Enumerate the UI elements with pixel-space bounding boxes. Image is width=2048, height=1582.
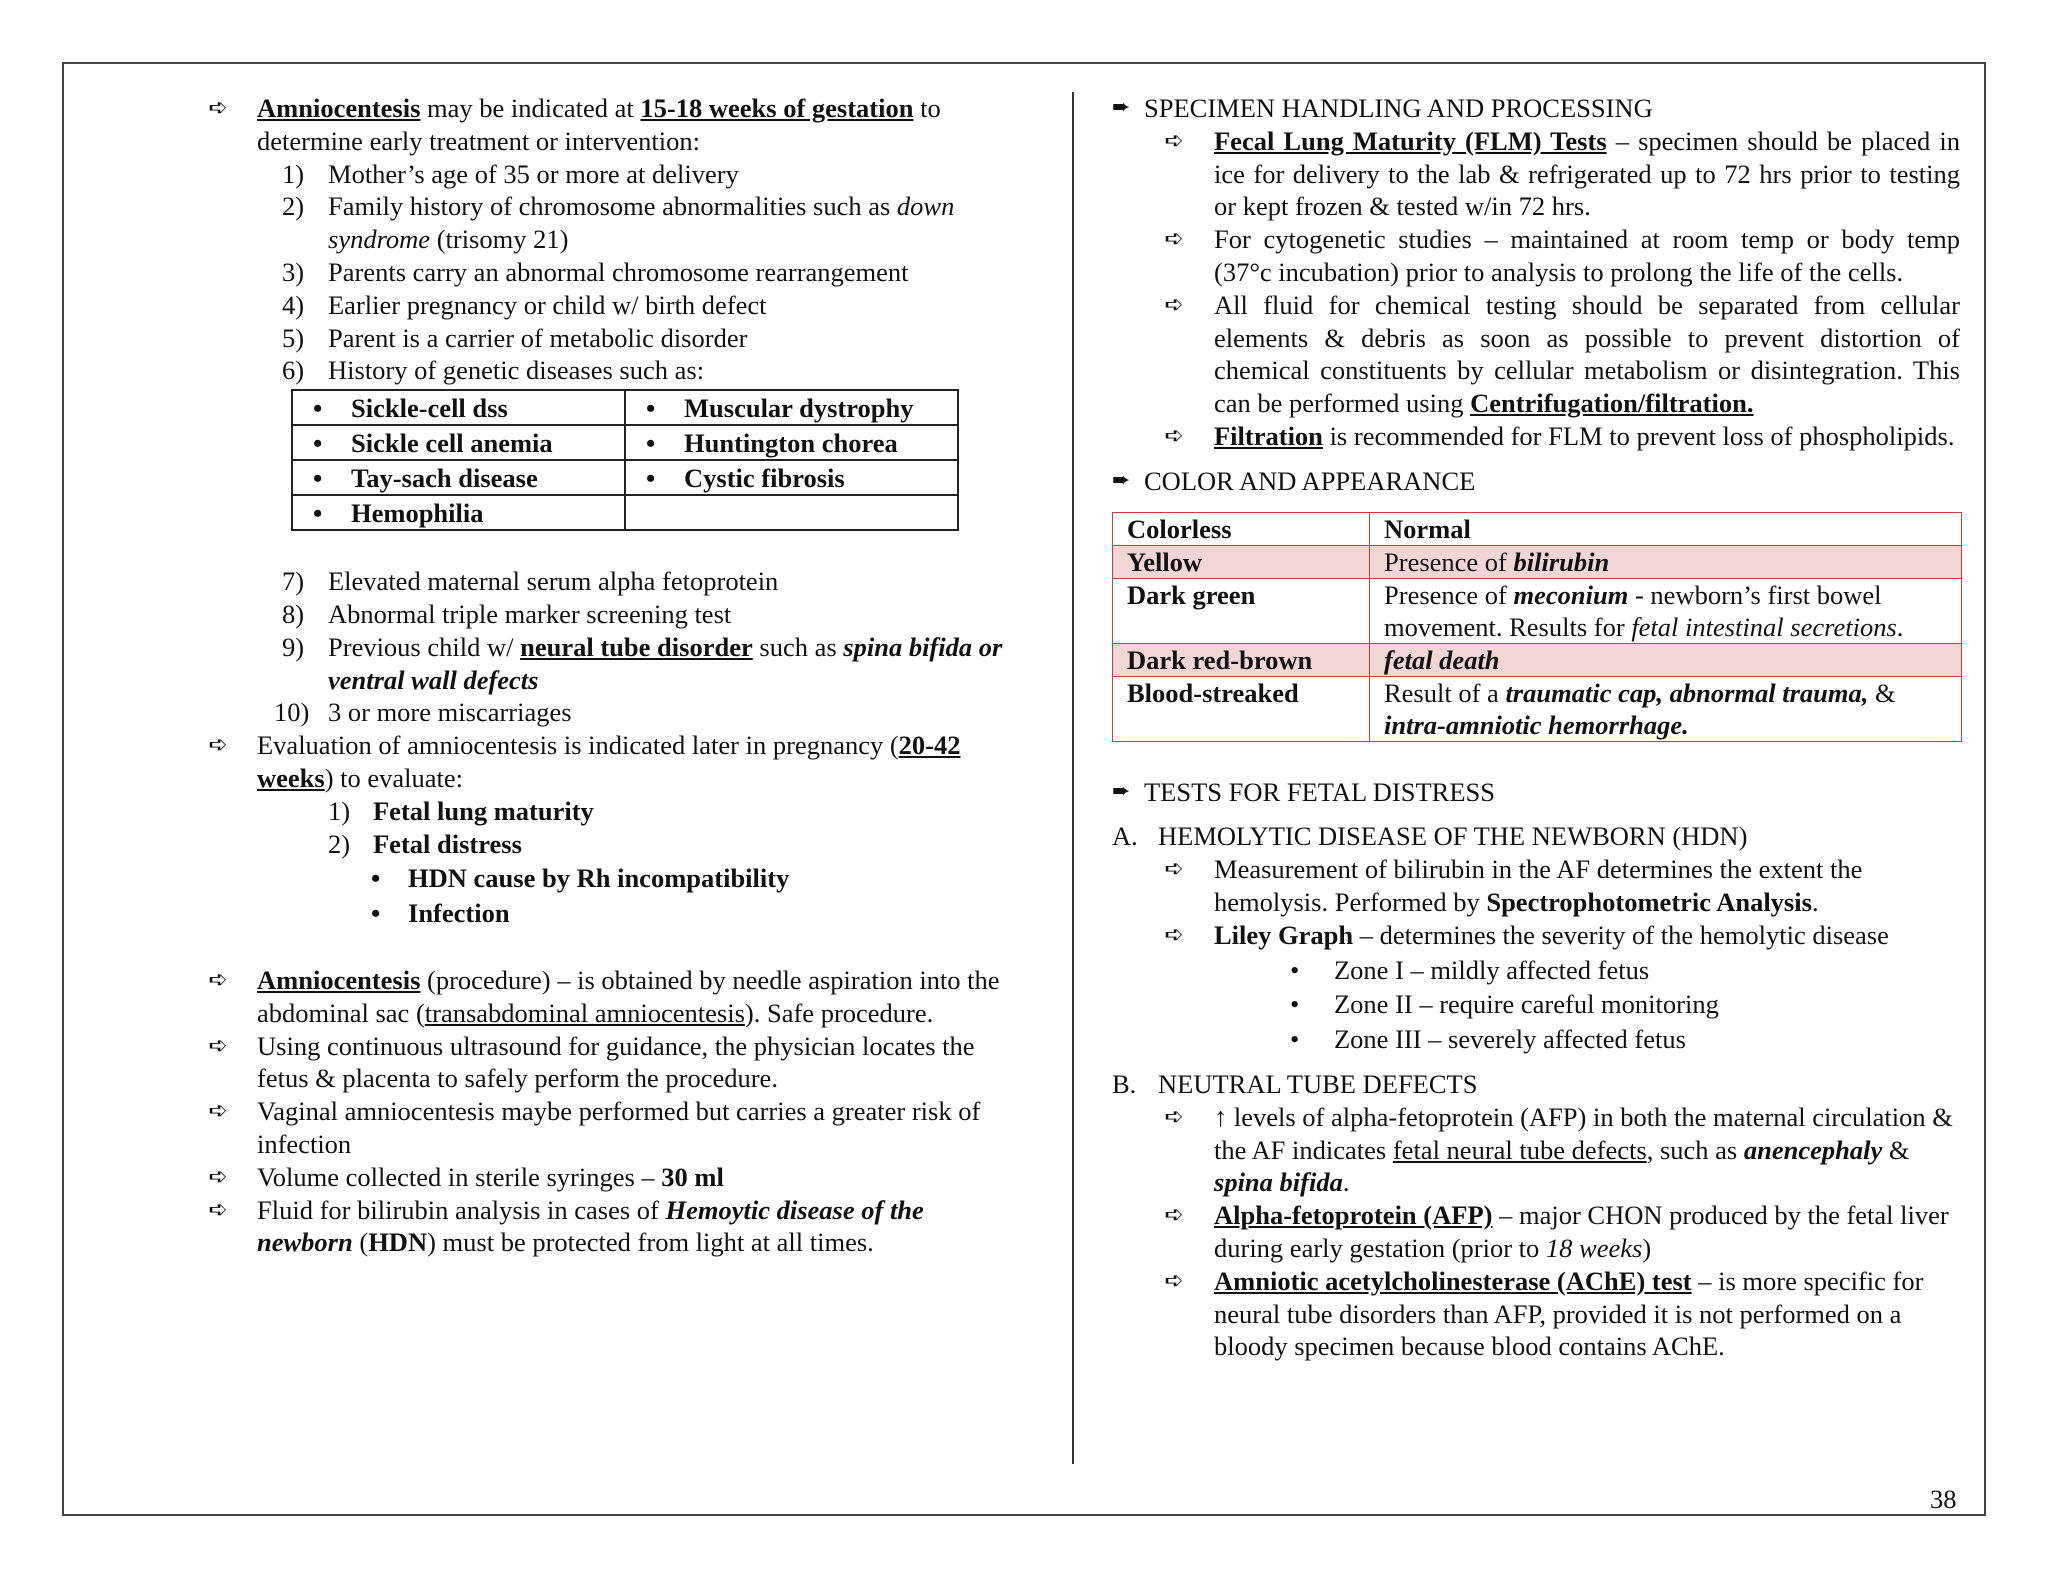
item-text: History of genetic diseases such as: (328, 355, 705, 386)
flm-item (1142, 125, 1960, 223)
term-amniocentesis: Amniocentesis (257, 964, 421, 995)
color-cell: Yellow (1113, 545, 1370, 578)
table-row (292, 495, 958, 530)
table-row (1113, 676, 1962, 741)
subsection-title: NEUTRAL TUBE DEFECTS (1158, 1068, 1478, 1099)
heading-text: COLOR AND APPEARANCE (1144, 465, 1476, 496)
text: – specimen should be placed in ice for delivery to the lab & refrigerated up to 72 hrs prior to testing or kept frozen & tested w/in 72 hrs. (1214, 125, 1960, 222)
subsection-title: HEMOLYTIC DISEASE OF THE NEWBORN (HDN) (1158, 821, 1748, 852)
item-text: Family history of chromosome abnormalities such as (328, 191, 897, 222)
disease-name: Muscular dystrophy (684, 392, 914, 423)
arrow-bullet-icon: ➪ (1164, 856, 1184, 883)
term-flm: Fecal Lung Maturity (FLM) Tests (1214, 125, 1607, 156)
description-text: - newborn’s first bowel movement. Results for (1384, 579, 1882, 642)
item-emphasis: down syndrome (328, 191, 955, 255)
description-cell (1370, 512, 1962, 545)
table-cell: • Cystic fibrosis (625, 460, 958, 495)
table-row (292, 425, 958, 460)
item-number: 2) (282, 191, 305, 222)
alpha-fetoprotein-item (1142, 1199, 1960, 1265)
item-text: HDN cause by Rh incompatibility (408, 863, 790, 894)
table-cell: • Sickle-cell dss (292, 390, 625, 425)
description-text: & (1868, 677, 1896, 708)
bullet-icon: • (1290, 989, 1300, 1020)
distress-item (206, 897, 1026, 930)
afp-levels-item (1142, 1101, 1960, 1199)
text: . (1342, 1167, 1350, 1198)
item-number: 5) (282, 322, 305, 353)
bullet-icon: • (371, 898, 381, 929)
item-text: 3 or more miscarriages (328, 697, 572, 728)
table-row (1113, 578, 1962, 643)
arrow-bullet-icon: ➪ (1164, 1202, 1184, 1229)
disease-name: Sickle-cell dss (351, 392, 508, 423)
indication-item (206, 190, 1026, 256)
item-emphasis: spina bifida or ventral wall defects (328, 631, 1003, 695)
disease-name: Huntington chorea (684, 427, 898, 458)
heading-text: TESTS FOR FETAL DISTRESS (1144, 776, 1496, 807)
text: For cytogenetic studies – maintained at room temp or body temp (37°c incubation) prior to analysis to prolong the life of the cells. (1214, 224, 1960, 287)
zone-text: Zone III – severely affected fetus (1334, 1024, 1686, 1055)
method-term: Centrifugation/filtration. (1470, 388, 1754, 419)
text: (procedure) – is obtained by needle aspiration into the abdominal sac ( (257, 964, 1000, 1028)
text: ) must be protected from light at all times. (427, 1227, 874, 1258)
term-filtration: Filtration (1214, 420, 1323, 451)
description-text: Presence of (1384, 579, 1514, 610)
description-emphasis: fetal intestinal secretions (1631, 611, 1897, 642)
indication-item (206, 354, 1026, 387)
item-number: 7) (282, 566, 305, 597)
item-text: such as (752, 631, 844, 662)
text: Using continuous ultrasound for guidance, the physician locates the fetus & placenta to safely perform the procedure. (257, 1030, 975, 1094)
genetic-diseases-table (291, 389, 959, 531)
description-text: Result of a (1384, 677, 1506, 708)
subsection-heading (1112, 1068, 1960, 1101)
color-appearance-table (1112, 512, 1962, 742)
disease-name: Tay-sach disease (351, 462, 538, 493)
text: Fluid for bilirubin analysis in cases of (257, 1194, 666, 1225)
term-ache: Amniotic acetylcholinesterase (AChE) test (1214, 1265, 1692, 1296)
color-cell: Dark red-brown (1113, 643, 1370, 676)
later-evaluation-item (206, 729, 1026, 795)
table-cell: • Tay-sach disease (292, 460, 625, 495)
item-number: 4) (282, 289, 305, 320)
text: ) to evaluate: (324, 762, 464, 793)
gestation-weeks: 20-42 weeks (257, 730, 961, 793)
description-cell (1370, 545, 1962, 578)
text: – is more specific for neural tube disorders than AFP, provided it is not performed on a bloody specimen because blood contains AChE. (1214, 1265, 1924, 1362)
table-row (292, 460, 958, 495)
procedure-item (206, 964, 1026, 1030)
item-text: Parents carry an abnormal chromosome rearrangement (328, 256, 909, 287)
item-text: Abnormal triple marker screening test (328, 598, 732, 629)
text: ). Safe procedure. (744, 997, 934, 1028)
arrow-bullet-icon: ➪ (208, 1032, 228, 1059)
text: All fluid for chemical testing should be separated from cellular elements & debris as soon as possible to prevent distortion of chemical constituents by cellular metabolism or disintegration. This can be performed using (1214, 289, 1960, 419)
description-text: Normal (1384, 513, 1471, 544)
zone-text: Zone II – require careful monitoring (1334, 989, 1719, 1020)
text: Measurement of bilirubin in the AF determines the extent the hemolysis. Performed by (1214, 854, 1863, 917)
arrow-bullet-icon: ➪ (1164, 422, 1184, 449)
chem-item (1142, 289, 1960, 420)
filtration-item (1142, 420, 1960, 453)
section-heading (1112, 776, 1960, 809)
item-number: 3) (282, 256, 305, 287)
arrow-bullet-icon: ➪ (1164, 1103, 1184, 1130)
bullet-icon: • (1290, 954, 1300, 985)
column-divider (1072, 92, 1074, 1464)
table-row (1113, 512, 1962, 545)
item-emphasis: neural tube disorder (520, 631, 753, 662)
arrow-bullet-icon: ➪ (1164, 921, 1184, 948)
ache-item (1142, 1265, 1960, 1363)
page-number: 38 (1930, 1484, 1957, 1514)
description-emphasis: intra-amniotic hemorrhage. (1384, 709, 1689, 740)
arrow-heading-icon: ➨ (1112, 467, 1131, 493)
item-number: 10) (274, 697, 310, 728)
text: to determine early treatment or intervention: (257, 93, 941, 156)
indication-item (206, 289, 1026, 322)
item-text: Mother’s age of 35 or more at delivery (328, 158, 739, 189)
item-text: Fetal distress (373, 828, 522, 859)
cyto-item (1142, 223, 1960, 289)
ultrasound-item (206, 1030, 1026, 1096)
color-cell: Blood-streaked (1113, 676, 1370, 741)
arrow-bullet-icon: ➪ (1164, 1267, 1184, 1294)
item-text: Parent is a carrier of metabolic disorder (328, 322, 748, 353)
text: & (1882, 1134, 1910, 1165)
hdn-measure-item (1142, 853, 1960, 919)
arrow-bullet-icon: ➪ (1164, 291, 1184, 318)
left-column (206, 92, 1026, 1259)
volume-item (206, 1161, 1026, 1194)
arrow-bullet-icon: ➪ (208, 1098, 228, 1125)
section-heading (1112, 92, 1960, 125)
disease-name: Hemoytic disease of the newborn (257, 1194, 924, 1258)
text: Volume collected in sterile syringes – (257, 1161, 662, 1192)
arrow-bullet-icon: ➪ (208, 1163, 228, 1190)
item-number: 8) (282, 598, 305, 629)
zone-item (1142, 954, 1960, 987)
indication-item (206, 696, 1026, 729)
table-cell: • Huntington chorea (625, 425, 958, 460)
item-text: Fetal lung maturity (373, 795, 594, 826)
abbreviation: HDN (368, 1227, 428, 1258)
disease-name: Hemophilia (351, 497, 484, 528)
text: levels of alpha-fetoprotein (AFP) in both the maternal circulation & the AF indicates (1214, 1101, 1953, 1165)
description-emphasis: meconium (1513, 579, 1629, 610)
text: may be indicated at (420, 93, 641, 123)
subsection-letter: B. (1112, 1068, 1137, 1099)
emphasis: spina bifida (1214, 1167, 1343, 1198)
volume-amount: 30 ml (661, 1161, 724, 1192)
method-term: Spectrophotometric Analysis (1486, 886, 1812, 917)
item-number: 6) (282, 355, 305, 386)
text: ( (352, 1227, 369, 1258)
up-arrow-icon: ↑ (1214, 1101, 1228, 1132)
text: . (1811, 886, 1819, 917)
bullet-icon: • (1290, 1024, 1300, 1055)
description-emphasis: traumatic cap, abnormal trauma, (1505, 677, 1869, 708)
description-cell (1370, 578, 1962, 643)
term-afp: Alpha-fetoprotein (AFP) (1214, 1200, 1493, 1231)
description-emphasis: bilirubin (1513, 546, 1610, 577)
liley-item (1142, 919, 1960, 952)
color-cell: Colorless (1113, 512, 1370, 545)
text: , such as (1646, 1134, 1744, 1165)
text: ) (1642, 1232, 1652, 1263)
indication-item (206, 598, 1026, 631)
table-cell: • Muscular dystrophy (625, 390, 958, 425)
item-text: (trisomy 21) (430, 224, 569, 255)
arrow-bullet-icon: ➪ (208, 966, 228, 993)
term-liley-graph: Liley Graph (1214, 919, 1354, 950)
zone-item (1142, 1023, 1960, 1056)
arrow-bullet-icon: ➪ (1164, 226, 1184, 253)
amnio-intro-item (206, 92, 1026, 158)
distress-item (206, 862, 1026, 895)
arrow-bullet-icon: ➪ (208, 732, 228, 759)
subsection-heading (1112, 820, 1960, 853)
item-text: Infection (408, 898, 510, 929)
item-number: 1) (282, 158, 305, 189)
description-text: . (1896, 611, 1904, 642)
zone-item (1142, 988, 1960, 1021)
item-text: Elevated maternal serum alpha fetoprotein (328, 566, 779, 597)
description-cell (1370, 643, 1962, 676)
section-heading (1112, 465, 1960, 498)
arrow-heading-icon: ➨ (1112, 778, 1131, 804)
indication-item (206, 256, 1026, 289)
bilirubin-item (206, 1194, 1026, 1260)
indication-item (206, 631, 1026, 697)
arrow-bullet-icon: ➪ (1164, 127, 1184, 154)
indication-item (206, 158, 1026, 191)
bullet-icon: • (371, 863, 381, 894)
table-cell: • Hemophilia (292, 495, 625, 530)
item-number: 1) (328, 795, 351, 826)
indication-item (206, 565, 1026, 598)
text: Evaluation of amniocentesis is indicated later in pregnancy ( (257, 730, 899, 761)
description-cell (1370, 676, 1962, 741)
item-number: 9) (282, 631, 305, 662)
table-row (1113, 545, 1962, 578)
underlined-term: fetal neural tube defects (1392, 1134, 1647, 1165)
text: is recommended for FLM to prevent loss of phospholipids. (1322, 420, 1955, 451)
disease-name: Cystic fibrosis (684, 462, 845, 493)
heading-text: SPECIMEN HANDLING AND PROCESSING (1144, 93, 1653, 123)
table-row (292, 390, 958, 425)
evaluate-item (206, 828, 1026, 861)
arrow-heading-icon: ➨ (1112, 95, 1131, 120)
table-cell (625, 495, 958, 530)
description-emphasis: fetal death (1384, 644, 1500, 675)
item-text: Earlier pregnancy or child w/ birth defect (328, 289, 767, 320)
arrow-bullet-icon: ➪ (208, 95, 228, 121)
text: Vaginal amniocentesis maybe performed but carries a greater risk of infection (257, 1096, 981, 1159)
emphasis: anencephaly (1743, 1134, 1883, 1165)
term-amniocentesis: Amniocentesis (257, 93, 421, 123)
color-cell: Dark green (1113, 578, 1370, 643)
description-text: Presence of (1384, 546, 1514, 577)
disease-name: Sickle cell anemia (351, 427, 553, 458)
arrow-bullet-icon: ➪ (208, 1196, 228, 1223)
right-column (1112, 92, 1960, 1363)
emphasis: 18 weeks (1545, 1232, 1643, 1263)
zone-text: Zone I – mildly affected fetus (1334, 954, 1650, 985)
table-cell: • Sickle cell anemia (292, 425, 625, 460)
underlined-term: transabdominal amniocentesis (424, 997, 745, 1028)
evaluate-item (206, 795, 1026, 828)
item-text: Previous child w/ (328, 631, 521, 662)
gestation-weeks: 15-18 weeks of gestation (640, 93, 914, 123)
table-row (1113, 643, 1962, 676)
text: – major CHON produced by the fetal liver during early gestation (prior to (1214, 1200, 1949, 1263)
vaginal-item (206, 1095, 1026, 1161)
text: – determines the severity of the hemolytic disease (1353, 919, 1889, 950)
indication-item (206, 322, 1026, 355)
item-number: 2) (328, 828, 351, 859)
subsection-letter: A. (1112, 821, 1138, 852)
